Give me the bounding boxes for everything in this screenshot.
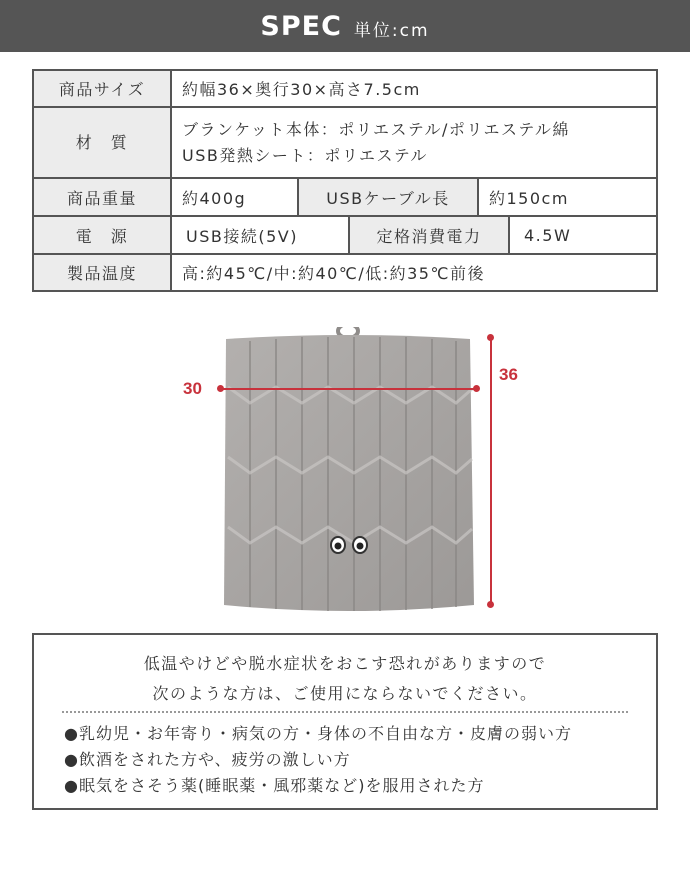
rated-value: 4.5W <box>509 217 656 253</box>
temp-label: 製品温度 <box>33 254 171 291</box>
rated-label: 定格消費電力 <box>349 217 509 253</box>
caution-intro <box>34 649 656 709</box>
width-label: 30 <box>183 379 202 398</box>
material-value <box>171 107 657 178</box>
temp-value: 高:約45℃/中:約40℃/低:約35℃前後 <box>171 254 657 291</box>
caution-item: ●眠気をさそう薬(睡眠薬・風邪薬など)を服用された方 <box>64 776 485 795</box>
caution-intro-line-2: 次のような方は、ご使用にならないでください。 <box>152 684 538 703</box>
unit-label: 単位:cm <box>353 20 430 41</box>
spec-row-size <box>33 70 657 107</box>
weight-value: 約400g <box>182 188 247 208</box>
caution-intro-line-1: 低温やけどや脱水症状をおこす恐れがありますので <box>143 654 547 673</box>
caution-list <box>64 721 572 799</box>
spec-row-power <box>33 216 657 254</box>
cable-value: 約150cm <box>478 179 656 215</box>
spec-row-material <box>33 107 657 178</box>
height-dot-bottom <box>487 601 494 608</box>
material-label-text: 材 質 <box>75 132 129 152</box>
caution-item: ●飲酒をされた方や、疲労の激しい方 <box>64 750 351 769</box>
header-bar <box>0 0 690 52</box>
spec-row-temp <box>33 254 657 291</box>
width-dimension-line <box>220 388 477 390</box>
height-dot-top <box>487 334 494 341</box>
weight-inner <box>172 179 656 215</box>
power-value: USB接続(5V) <box>186 226 298 246</box>
caution-box <box>32 633 658 810</box>
material-line-2: USB発熱シート：ポリエステル <box>182 145 428 165</box>
cable-label: USBケーブル長 <box>298 179 478 215</box>
width-dot-left <box>217 385 224 392</box>
height-dimension-line <box>490 337 492 605</box>
power-cell <box>171 216 657 254</box>
power-label: 電 源 <box>33 216 171 254</box>
weight-cell <box>171 178 657 216</box>
material-line-1: ブランケット本体：ポリエステル/ポリエステル綿 <box>182 119 570 139</box>
size-value: 約幅36×奥行30×高さ7.5cm <box>171 70 657 107</box>
caution-divider <box>62 711 628 713</box>
spec-title: SPEC <box>260 10 342 42</box>
blanket-image <box>220 327 477 614</box>
caution-item: ●乳幼児・お年寄り・病気の方・身体の不自由な方・皮膚の弱い方 <box>64 724 572 743</box>
spec-row-weight <box>33 178 657 216</box>
spec-table <box>32 69 658 292</box>
weight-label: 商品重量 <box>33 178 171 216</box>
material-label <box>33 107 171 178</box>
height-label: 36 <box>499 365 518 384</box>
product-area <box>0 305 690 625</box>
width-dot-right <box>473 385 480 392</box>
power-inner <box>172 217 656 253</box>
size-label: 商品サイズ <box>33 70 171 107</box>
